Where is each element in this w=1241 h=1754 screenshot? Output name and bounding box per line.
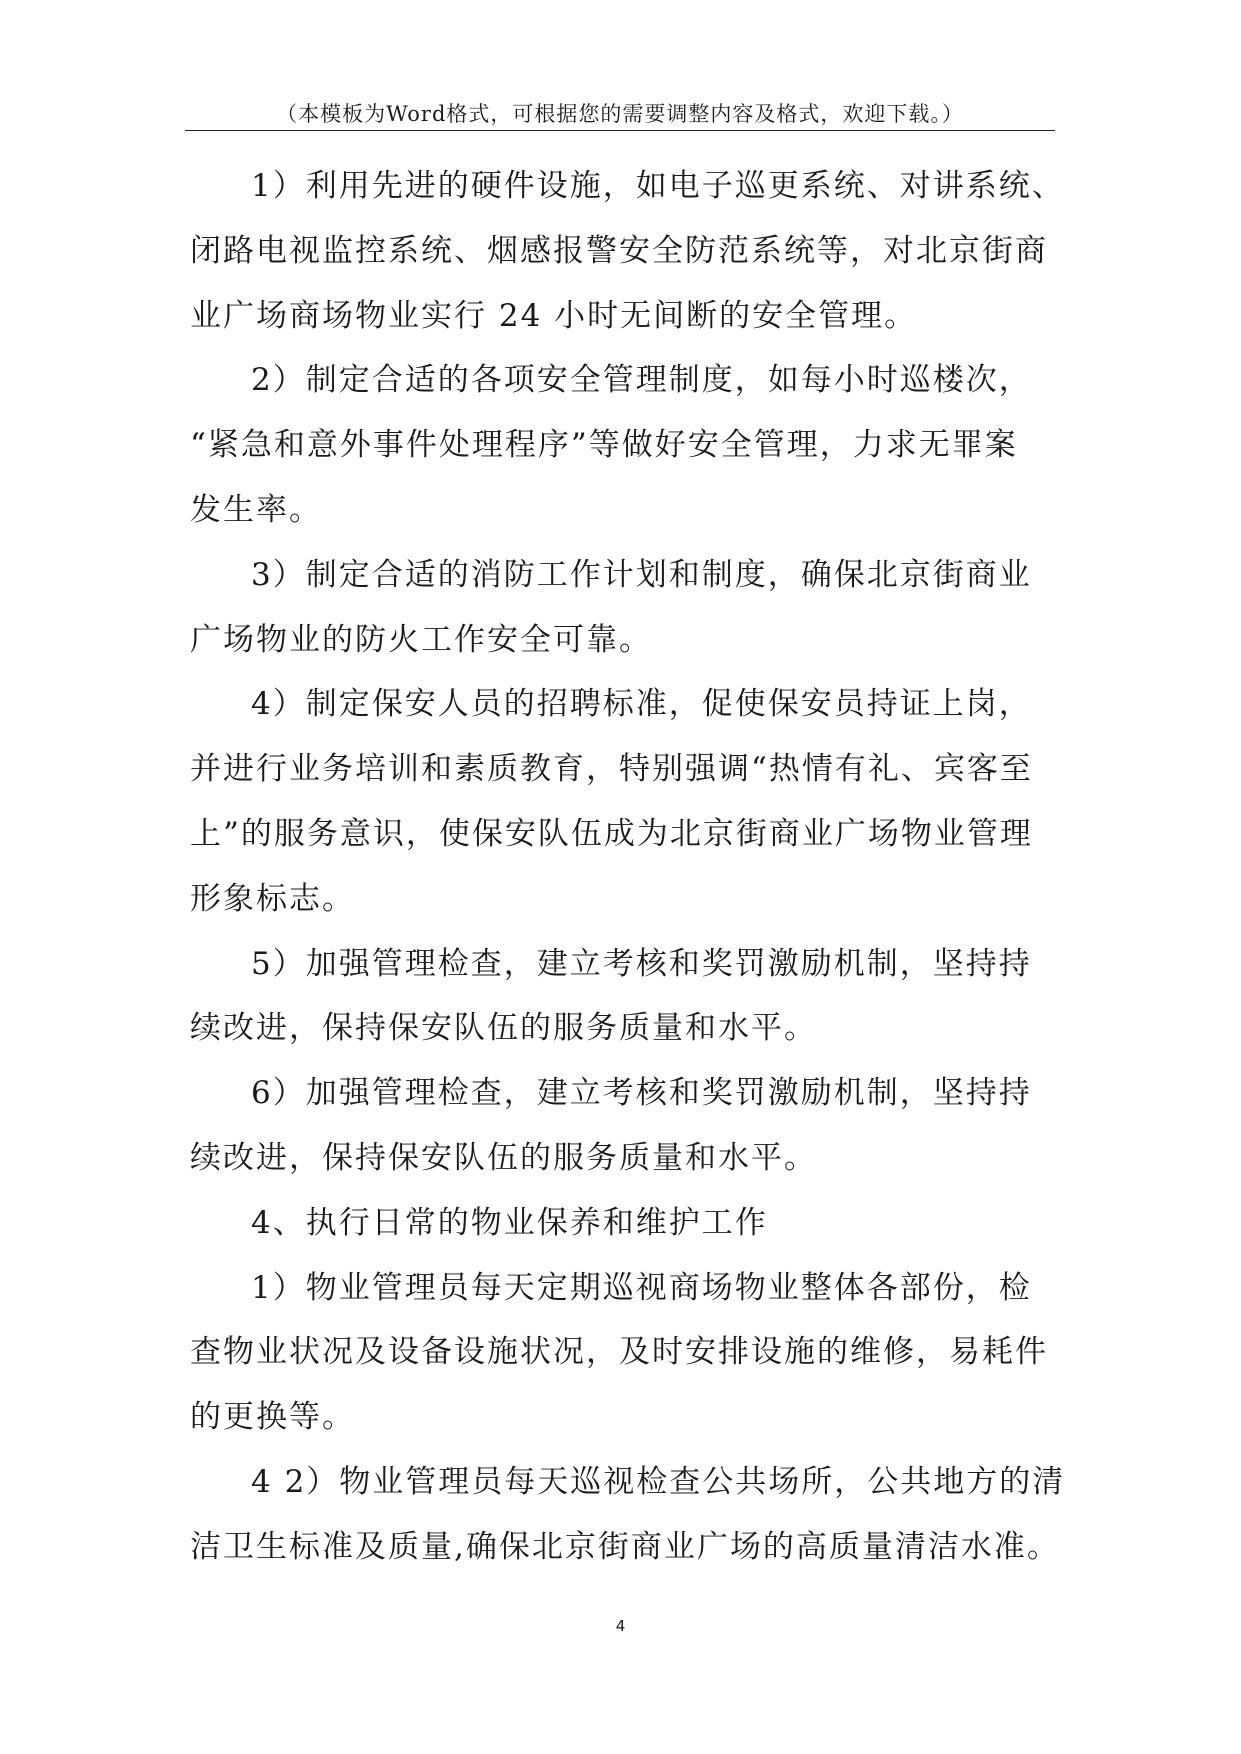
text-line: 续改进，保持保安队伍的服务质量和水平。 [190, 1010, 817, 1047]
text-line: 发生率。 [190, 491, 322, 528]
text-line: 洁卫生标准及质量,确保北京街商业广场的高质量清洁水准。 [190, 1528, 1060, 1565]
text-line: 业广场商场物业实行 24 小时无间断的安全管理。 [190, 297, 918, 334]
text-line: 并进行业务培训和素质教育，特别强调“热情有礼、宾客至 [190, 751, 1033, 788]
header-divider [185, 130, 1055, 131]
page-number: 4 [615, 1617, 626, 1635]
text-line: 6）加强管理检查，建立考核和奖罚激励机制，坚持持 [251, 1075, 1032, 1112]
text-line: 4）制定保安人员的招聘标准，促使保安员持证上岗， [251, 686, 1032, 723]
text-line: 闭路电视监控系统、烟感报警安全防范系统等，对北京街商 [190, 232, 1048, 269]
text-line: 5）加强管理检查，建立考核和奖罚激励机制，坚持持 [251, 945, 1032, 982]
text-line: 广场物业的防火工作安全可靠。 [190, 621, 652, 658]
text-line: 的更换等。 [190, 1399, 355, 1436]
text-line: 1）利用先进的硬件设施，如电子巡更系统、对讲系统、 [251, 168, 1065, 204]
text-line: 2）制定合适的各项安全管理制度，如每小时巡楼次， [251, 362, 1032, 399]
text-line: 4 2）物业管理员每天巡视检查公共场所，公共地方的清 [251, 1463, 1066, 1500]
text-line: 查物业状况及设备设施状况，及时安排设施的维修，易耗件 [190, 1334, 1048, 1371]
text-line: 4、执行日常的物业保养和维护工作 [251, 1204, 768, 1241]
header-note: （本模板为Word格式，可根据您的需要调整内容及格式，欢迎下载。） [276, 102, 964, 126]
text-line: 3）制定合适的消防工作计划和制度，确保北京街商业 [251, 556, 1032, 593]
text-line: 形象标志。 [190, 880, 355, 917]
text-line: 续改进，保持保安队伍的服务质量和水平。 [190, 1139, 817, 1176]
body-text [190, 154, 1066, 1580]
text-line: 1）物业管理员每天定期巡视商场物业整体各部份，检 [251, 1269, 1032, 1306]
text-line: “紧急和意外事件处理程序”等做好安全管理，力求无罪案 [190, 427, 1018, 464]
text-line: 上”的服务意识，使保安队伍成为北京街商业广场物业管理 [190, 815, 1033, 852]
